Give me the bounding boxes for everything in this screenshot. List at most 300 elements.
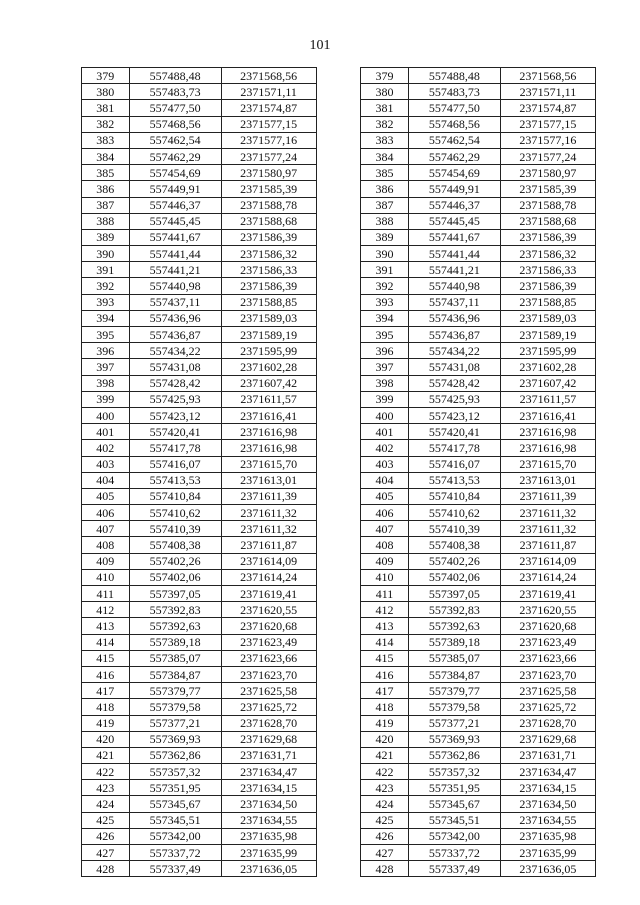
right-y-coordinate-cell: 2371586,32 [500, 246, 595, 262]
left-x-coordinate-cell: 557420,41 [129, 424, 221, 440]
left-point-number-cell: 423 [82, 780, 130, 796]
column-gap [316, 424, 361, 440]
right-point-number-cell: 414 [361, 634, 409, 650]
column-gap [316, 181, 361, 197]
left-y-coordinate-cell: 2371635,99 [221, 845, 316, 861]
right-x-coordinate-cell: 557377,21 [408, 715, 500, 731]
left-point-number-cell: 383 [82, 132, 130, 148]
right-y-coordinate-cell: 2371625,72 [500, 699, 595, 715]
table-row [82, 618, 596, 634]
right-y-coordinate-cell: 2371614,24 [500, 569, 595, 585]
left-x-coordinate-cell: 557345,67 [129, 796, 221, 812]
left-point-number-cell: 421 [82, 747, 130, 763]
left-y-coordinate-cell: 2371602,28 [221, 359, 316, 375]
left-point-number-cell: 386 [82, 181, 130, 197]
column-gap [316, 100, 361, 116]
left-x-coordinate-cell: 557462,54 [129, 132, 221, 148]
table-row [82, 278, 596, 294]
right-y-coordinate-cell: 2371568,56 [500, 68, 595, 84]
left-point-number-cell: 403 [82, 456, 130, 472]
right-x-coordinate-cell: 557379,58 [408, 699, 500, 715]
table-row [82, 553, 596, 569]
left-x-coordinate-cell: 557468,56 [129, 116, 221, 132]
left-x-coordinate-cell: 557357,32 [129, 764, 221, 780]
left-y-coordinate-cell: 2371585,39 [221, 181, 316, 197]
table-row [82, 650, 596, 666]
right-x-coordinate-cell: 557428,42 [408, 375, 500, 391]
right-y-coordinate-cell: 2371614,09 [500, 553, 595, 569]
left-x-coordinate-cell: 557410,84 [129, 488, 221, 504]
table-row [82, 780, 596, 796]
left-x-coordinate-cell: 557446,37 [129, 197, 221, 213]
left-y-coordinate-cell: 2371588,85 [221, 294, 316, 310]
right-x-coordinate-cell: 557408,38 [408, 537, 500, 553]
right-point-number-cell: 392 [361, 278, 409, 294]
left-x-coordinate-cell: 557379,58 [129, 699, 221, 715]
column-gap [316, 343, 361, 359]
left-y-coordinate-cell: 2371634,50 [221, 796, 316, 812]
left-point-number-cell: 420 [82, 731, 130, 747]
left-y-coordinate-cell: 2371631,71 [221, 747, 316, 763]
left-point-number-cell: 414 [82, 634, 130, 650]
left-y-coordinate-cell: 2371580,97 [221, 165, 316, 181]
table-row [82, 294, 596, 310]
left-x-coordinate-cell: 557397,05 [129, 586, 221, 602]
left-y-coordinate-cell: 2371623,70 [221, 666, 316, 682]
right-x-coordinate-cell: 557342,00 [408, 828, 500, 844]
right-point-number-cell: 385 [361, 165, 409, 181]
column-gap [316, 213, 361, 229]
column-gap [316, 828, 361, 844]
left-y-coordinate-cell: 2371623,66 [221, 650, 316, 666]
column-gap [316, 246, 361, 262]
right-x-coordinate-cell: 557441,44 [408, 246, 500, 262]
left-y-coordinate-cell: 2371620,55 [221, 602, 316, 618]
left-x-coordinate-cell: 557377,21 [129, 715, 221, 731]
column-gap [316, 780, 361, 796]
left-point-number-cell: 393 [82, 294, 130, 310]
left-point-number-cell: 404 [82, 472, 130, 488]
table-row [82, 213, 596, 229]
left-x-coordinate-cell: 557384,87 [129, 666, 221, 682]
left-x-coordinate-cell: 557410,62 [129, 505, 221, 521]
right-point-number-cell: 422 [361, 764, 409, 780]
table-row [82, 683, 596, 699]
right-x-coordinate-cell: 557369,93 [408, 731, 500, 747]
left-y-coordinate-cell: 2371607,42 [221, 375, 316, 391]
column-gap [316, 327, 361, 343]
right-point-number-cell: 397 [361, 359, 409, 375]
left-x-coordinate-cell: 557408,38 [129, 537, 221, 553]
right-x-coordinate-cell: 557413,53 [408, 472, 500, 488]
left-point-number-cell: 428 [82, 861, 130, 877]
left-x-coordinate-cell: 557483,73 [129, 84, 221, 100]
left-y-coordinate-cell: 2371616,98 [221, 424, 316, 440]
right-x-coordinate-cell: 557410,39 [408, 521, 500, 537]
right-x-coordinate-cell: 557441,21 [408, 262, 500, 278]
right-x-coordinate-cell: 557410,62 [408, 505, 500, 521]
left-point-number-cell: 424 [82, 796, 130, 812]
column-gap [316, 229, 361, 245]
right-x-coordinate-cell: 557402,26 [408, 553, 500, 569]
left-x-coordinate-cell: 557337,72 [129, 845, 221, 861]
right-point-number-cell: 382 [361, 116, 409, 132]
right-x-coordinate-cell: 557477,50 [408, 100, 500, 116]
right-point-number-cell: 413 [361, 618, 409, 634]
left-point-number-cell: 399 [82, 391, 130, 407]
left-y-coordinate-cell: 2371595,99 [221, 343, 316, 359]
column-gap [316, 472, 361, 488]
left-x-coordinate-cell: 557445,45 [129, 213, 221, 229]
right-y-coordinate-cell: 2371616,41 [500, 407, 595, 423]
right-y-coordinate-cell: 2371628,70 [500, 715, 595, 731]
right-x-coordinate-cell: 557462,54 [408, 132, 500, 148]
right-point-number-cell: 398 [361, 375, 409, 391]
left-point-number-cell: 427 [82, 845, 130, 861]
right-point-number-cell: 381 [361, 100, 409, 116]
right-x-coordinate-cell: 557389,18 [408, 634, 500, 650]
right-x-coordinate-cell: 557423,12 [408, 407, 500, 423]
column-gap [316, 488, 361, 504]
right-x-coordinate-cell: 557449,91 [408, 181, 500, 197]
left-x-coordinate-cell: 557437,11 [129, 294, 221, 310]
table-row [82, 456, 596, 472]
right-x-coordinate-cell: 557468,56 [408, 116, 500, 132]
left-x-coordinate-cell: 557462,29 [129, 148, 221, 164]
left-point-number-cell: 397 [82, 359, 130, 375]
right-y-coordinate-cell: 2371615,70 [500, 456, 595, 472]
column-gap [316, 84, 361, 100]
right-y-coordinate-cell: 2371634,15 [500, 780, 595, 796]
right-point-number-cell: 387 [361, 197, 409, 213]
left-point-number-cell: 388 [82, 213, 130, 229]
right-point-number-cell: 423 [361, 780, 409, 796]
right-x-coordinate-cell: 557462,29 [408, 148, 500, 164]
column-gap [316, 521, 361, 537]
column-gap [316, 148, 361, 164]
column-gap [316, 456, 361, 472]
right-point-number-cell: 415 [361, 650, 409, 666]
left-x-coordinate-cell: 557431,08 [129, 359, 221, 375]
left-point-number-cell: 390 [82, 246, 130, 262]
right-point-number-cell: 396 [361, 343, 409, 359]
table-row [82, 440, 596, 456]
right-y-coordinate-cell: 2371586,33 [500, 262, 595, 278]
right-x-coordinate-cell: 557392,83 [408, 602, 500, 618]
left-point-number-cell: 382 [82, 116, 130, 132]
right-y-coordinate-cell: 2371635,99 [500, 845, 595, 861]
right-y-coordinate-cell: 2371631,71 [500, 747, 595, 763]
table-row [82, 391, 596, 407]
right-x-coordinate-cell: 557337,72 [408, 845, 500, 861]
column-gap [316, 764, 361, 780]
table-row [82, 262, 596, 278]
right-point-number-cell: 403 [361, 456, 409, 472]
coordinates-table [81, 67, 596, 877]
left-point-number-cell: 381 [82, 100, 130, 116]
right-point-number-cell: 426 [361, 828, 409, 844]
right-y-coordinate-cell: 2371577,16 [500, 132, 595, 148]
right-x-coordinate-cell: 557437,11 [408, 294, 500, 310]
left-x-coordinate-cell: 557369,93 [129, 731, 221, 747]
right-point-number-cell: 401 [361, 424, 409, 440]
column-gap [316, 165, 361, 181]
right-point-number-cell: 417 [361, 683, 409, 699]
right-x-coordinate-cell: 557379,77 [408, 683, 500, 699]
left-x-coordinate-cell: 557402,06 [129, 569, 221, 585]
left-point-number-cell: 402 [82, 440, 130, 456]
left-x-coordinate-cell: 557425,93 [129, 391, 221, 407]
table-row [82, 812, 596, 828]
right-point-number-cell: 404 [361, 472, 409, 488]
right-y-coordinate-cell: 2371623,66 [500, 650, 595, 666]
left-y-coordinate-cell: 2371586,39 [221, 278, 316, 294]
left-point-number-cell: 418 [82, 699, 130, 715]
column-gap [316, 666, 361, 682]
left-x-coordinate-cell: 557379,77 [129, 683, 221, 699]
right-y-coordinate-cell: 2371635,98 [500, 828, 595, 844]
right-point-number-cell: 425 [361, 812, 409, 828]
table-row [82, 828, 596, 844]
right-x-coordinate-cell: 557345,67 [408, 796, 500, 812]
coordinates-table-body [82, 68, 596, 877]
left-x-coordinate-cell: 557392,83 [129, 602, 221, 618]
column-gap [316, 294, 361, 310]
right-point-number-cell: 388 [361, 213, 409, 229]
column-gap [316, 310, 361, 326]
left-x-coordinate-cell: 557389,18 [129, 634, 221, 650]
column-gap [316, 132, 361, 148]
left-x-coordinate-cell: 557337,49 [129, 861, 221, 877]
right-point-number-cell: 389 [361, 229, 409, 245]
left-y-coordinate-cell: 2371586,33 [221, 262, 316, 278]
left-y-coordinate-cell: 2371589,03 [221, 310, 316, 326]
left-x-coordinate-cell: 557488,48 [129, 68, 221, 84]
column-gap [316, 861, 361, 877]
right-x-coordinate-cell: 557410,84 [408, 488, 500, 504]
column-gap [316, 359, 361, 375]
column-gap [316, 715, 361, 731]
right-point-number-cell: 386 [361, 181, 409, 197]
right-point-number-cell: 412 [361, 602, 409, 618]
right-y-coordinate-cell: 2371625,58 [500, 683, 595, 699]
right-point-number-cell: 405 [361, 488, 409, 504]
table-row [82, 521, 596, 537]
right-y-coordinate-cell: 2371611,32 [500, 505, 595, 521]
left-point-number-cell: 425 [82, 812, 130, 828]
table-row [82, 181, 596, 197]
left-point-number-cell: 422 [82, 764, 130, 780]
table-row [82, 197, 596, 213]
left-x-coordinate-cell: 557436,87 [129, 327, 221, 343]
right-y-coordinate-cell: 2371586,39 [500, 278, 595, 294]
right-point-number-cell: 408 [361, 537, 409, 553]
right-y-coordinate-cell: 2371611,32 [500, 521, 595, 537]
table-row [82, 731, 596, 747]
left-y-coordinate-cell: 2371586,39 [221, 229, 316, 245]
left-x-coordinate-cell: 557392,63 [129, 618, 221, 634]
left-y-coordinate-cell: 2371611,87 [221, 537, 316, 553]
table-row [82, 602, 596, 618]
table-row [82, 132, 596, 148]
right-x-coordinate-cell: 557436,96 [408, 310, 500, 326]
table-row [82, 569, 596, 585]
column-gap [316, 634, 361, 650]
right-x-coordinate-cell: 557337,49 [408, 861, 500, 877]
left-point-number-cell: 412 [82, 602, 130, 618]
table-row [82, 343, 596, 359]
right-x-coordinate-cell: 557417,78 [408, 440, 500, 456]
right-y-coordinate-cell: 2371623,49 [500, 634, 595, 650]
table-row [82, 359, 596, 375]
left-point-number-cell: 411 [82, 586, 130, 602]
column-gap [316, 553, 361, 569]
right-y-coordinate-cell: 2371585,39 [500, 181, 595, 197]
right-y-coordinate-cell: 2371620,55 [500, 602, 595, 618]
left-y-coordinate-cell: 2371625,58 [221, 683, 316, 699]
left-y-coordinate-cell: 2371628,70 [221, 715, 316, 731]
left-point-number-cell: 406 [82, 505, 130, 521]
left-y-coordinate-cell: 2371577,16 [221, 132, 316, 148]
table-row [82, 634, 596, 650]
left-y-coordinate-cell: 2371616,98 [221, 440, 316, 456]
left-y-coordinate-cell: 2371614,24 [221, 569, 316, 585]
left-y-coordinate-cell: 2371636,05 [221, 861, 316, 877]
left-point-number-cell: 410 [82, 569, 130, 585]
right-x-coordinate-cell: 557402,06 [408, 569, 500, 585]
left-y-coordinate-cell: 2371589,19 [221, 327, 316, 343]
table-row [82, 845, 596, 861]
column-gap [316, 197, 361, 213]
left-point-number-cell: 415 [82, 650, 130, 666]
table-row [82, 327, 596, 343]
right-y-coordinate-cell: 2371577,15 [500, 116, 595, 132]
right-y-coordinate-cell: 2371611,39 [500, 488, 595, 504]
table-row [82, 375, 596, 391]
column-gap [316, 699, 361, 715]
right-y-coordinate-cell: 2371586,39 [500, 229, 595, 245]
right-y-coordinate-cell: 2371595,99 [500, 343, 595, 359]
table-row [82, 488, 596, 504]
right-y-coordinate-cell: 2371577,24 [500, 148, 595, 164]
right-point-number-cell: 418 [361, 699, 409, 715]
column-gap [316, 747, 361, 763]
right-point-number-cell: 400 [361, 407, 409, 423]
table-row [82, 586, 596, 602]
left-x-coordinate-cell: 557402,26 [129, 553, 221, 569]
right-point-number-cell: 391 [361, 262, 409, 278]
left-y-coordinate-cell: 2371615,70 [221, 456, 316, 472]
right-y-coordinate-cell: 2371623,70 [500, 666, 595, 682]
left-x-coordinate-cell: 557440,98 [129, 278, 221, 294]
column-gap [316, 602, 361, 618]
right-y-coordinate-cell: 2371588,68 [500, 213, 595, 229]
right-y-coordinate-cell: 2371636,05 [500, 861, 595, 877]
right-x-coordinate-cell: 557425,93 [408, 391, 500, 407]
table-row [82, 246, 596, 262]
left-point-number-cell: 384 [82, 148, 130, 164]
table-row [82, 310, 596, 326]
right-x-coordinate-cell: 557454,69 [408, 165, 500, 181]
left-y-coordinate-cell: 2371568,56 [221, 68, 316, 84]
left-point-number-cell: 379 [82, 68, 130, 84]
table-row [82, 796, 596, 812]
right-point-number-cell: 420 [361, 731, 409, 747]
right-y-coordinate-cell: 2371589,03 [500, 310, 595, 326]
table-row [82, 699, 596, 715]
right-point-number-cell: 428 [361, 861, 409, 877]
right-x-coordinate-cell: 557483,73 [408, 84, 500, 100]
table-row [82, 116, 596, 132]
right-x-coordinate-cell: 557416,07 [408, 456, 500, 472]
right-y-coordinate-cell: 2371634,47 [500, 764, 595, 780]
right-x-coordinate-cell: 557436,87 [408, 327, 500, 343]
column-gap [316, 407, 361, 423]
left-point-number-cell: 407 [82, 521, 130, 537]
left-x-coordinate-cell: 557449,91 [129, 181, 221, 197]
left-y-coordinate-cell: 2371614,09 [221, 553, 316, 569]
right-y-coordinate-cell: 2371616,98 [500, 424, 595, 440]
table-row [82, 165, 596, 181]
right-y-coordinate-cell: 2371589,19 [500, 327, 595, 343]
left-x-coordinate-cell: 557423,12 [129, 407, 221, 423]
right-point-number-cell: 407 [361, 521, 409, 537]
left-point-number-cell: 416 [82, 666, 130, 682]
left-y-coordinate-cell: 2371574,87 [221, 100, 316, 116]
right-point-number-cell: 384 [361, 148, 409, 164]
left-y-coordinate-cell: 2371623,49 [221, 634, 316, 650]
right-x-coordinate-cell: 557420,41 [408, 424, 500, 440]
left-x-coordinate-cell: 557428,42 [129, 375, 221, 391]
left-y-coordinate-cell: 2371577,24 [221, 148, 316, 164]
left-point-number-cell: 413 [82, 618, 130, 634]
right-y-coordinate-cell: 2371620,68 [500, 618, 595, 634]
column-gap [316, 618, 361, 634]
left-point-number-cell: 401 [82, 424, 130, 440]
right-x-coordinate-cell: 557357,32 [408, 764, 500, 780]
right-x-coordinate-cell: 557445,45 [408, 213, 500, 229]
right-x-coordinate-cell: 557351,95 [408, 780, 500, 796]
left-point-number-cell: 408 [82, 537, 130, 553]
table-row [82, 68, 596, 84]
right-y-coordinate-cell: 2371602,28 [500, 359, 595, 375]
left-point-number-cell: 387 [82, 197, 130, 213]
right-point-number-cell: 416 [361, 666, 409, 682]
right-y-coordinate-cell: 2371611,87 [500, 537, 595, 553]
left-x-coordinate-cell: 557477,50 [129, 100, 221, 116]
right-point-number-cell: 424 [361, 796, 409, 812]
left-y-coordinate-cell: 2371619,41 [221, 586, 316, 602]
left-point-number-cell: 380 [82, 84, 130, 100]
right-x-coordinate-cell: 557397,05 [408, 586, 500, 602]
right-x-coordinate-cell: 557392,63 [408, 618, 500, 634]
page-number: 101 [309, 38, 331, 53]
right-y-coordinate-cell: 2371574,87 [500, 100, 595, 116]
table-row [82, 861, 596, 877]
left-y-coordinate-cell: 2371611,32 [221, 521, 316, 537]
right-x-coordinate-cell: 557434,22 [408, 343, 500, 359]
right-y-coordinate-cell: 2371619,41 [500, 586, 595, 602]
left-point-number-cell: 391 [82, 262, 130, 278]
right-x-coordinate-cell: 557345,51 [408, 812, 500, 828]
left-y-coordinate-cell: 2371571,11 [221, 84, 316, 100]
right-y-coordinate-cell: 2371588,85 [500, 294, 595, 310]
right-y-coordinate-cell: 2371611,57 [500, 391, 595, 407]
right-y-coordinate-cell: 2371588,78 [500, 197, 595, 213]
right-point-number-cell: 419 [361, 715, 409, 731]
left-point-number-cell: 417 [82, 683, 130, 699]
left-point-number-cell: 394 [82, 310, 130, 326]
